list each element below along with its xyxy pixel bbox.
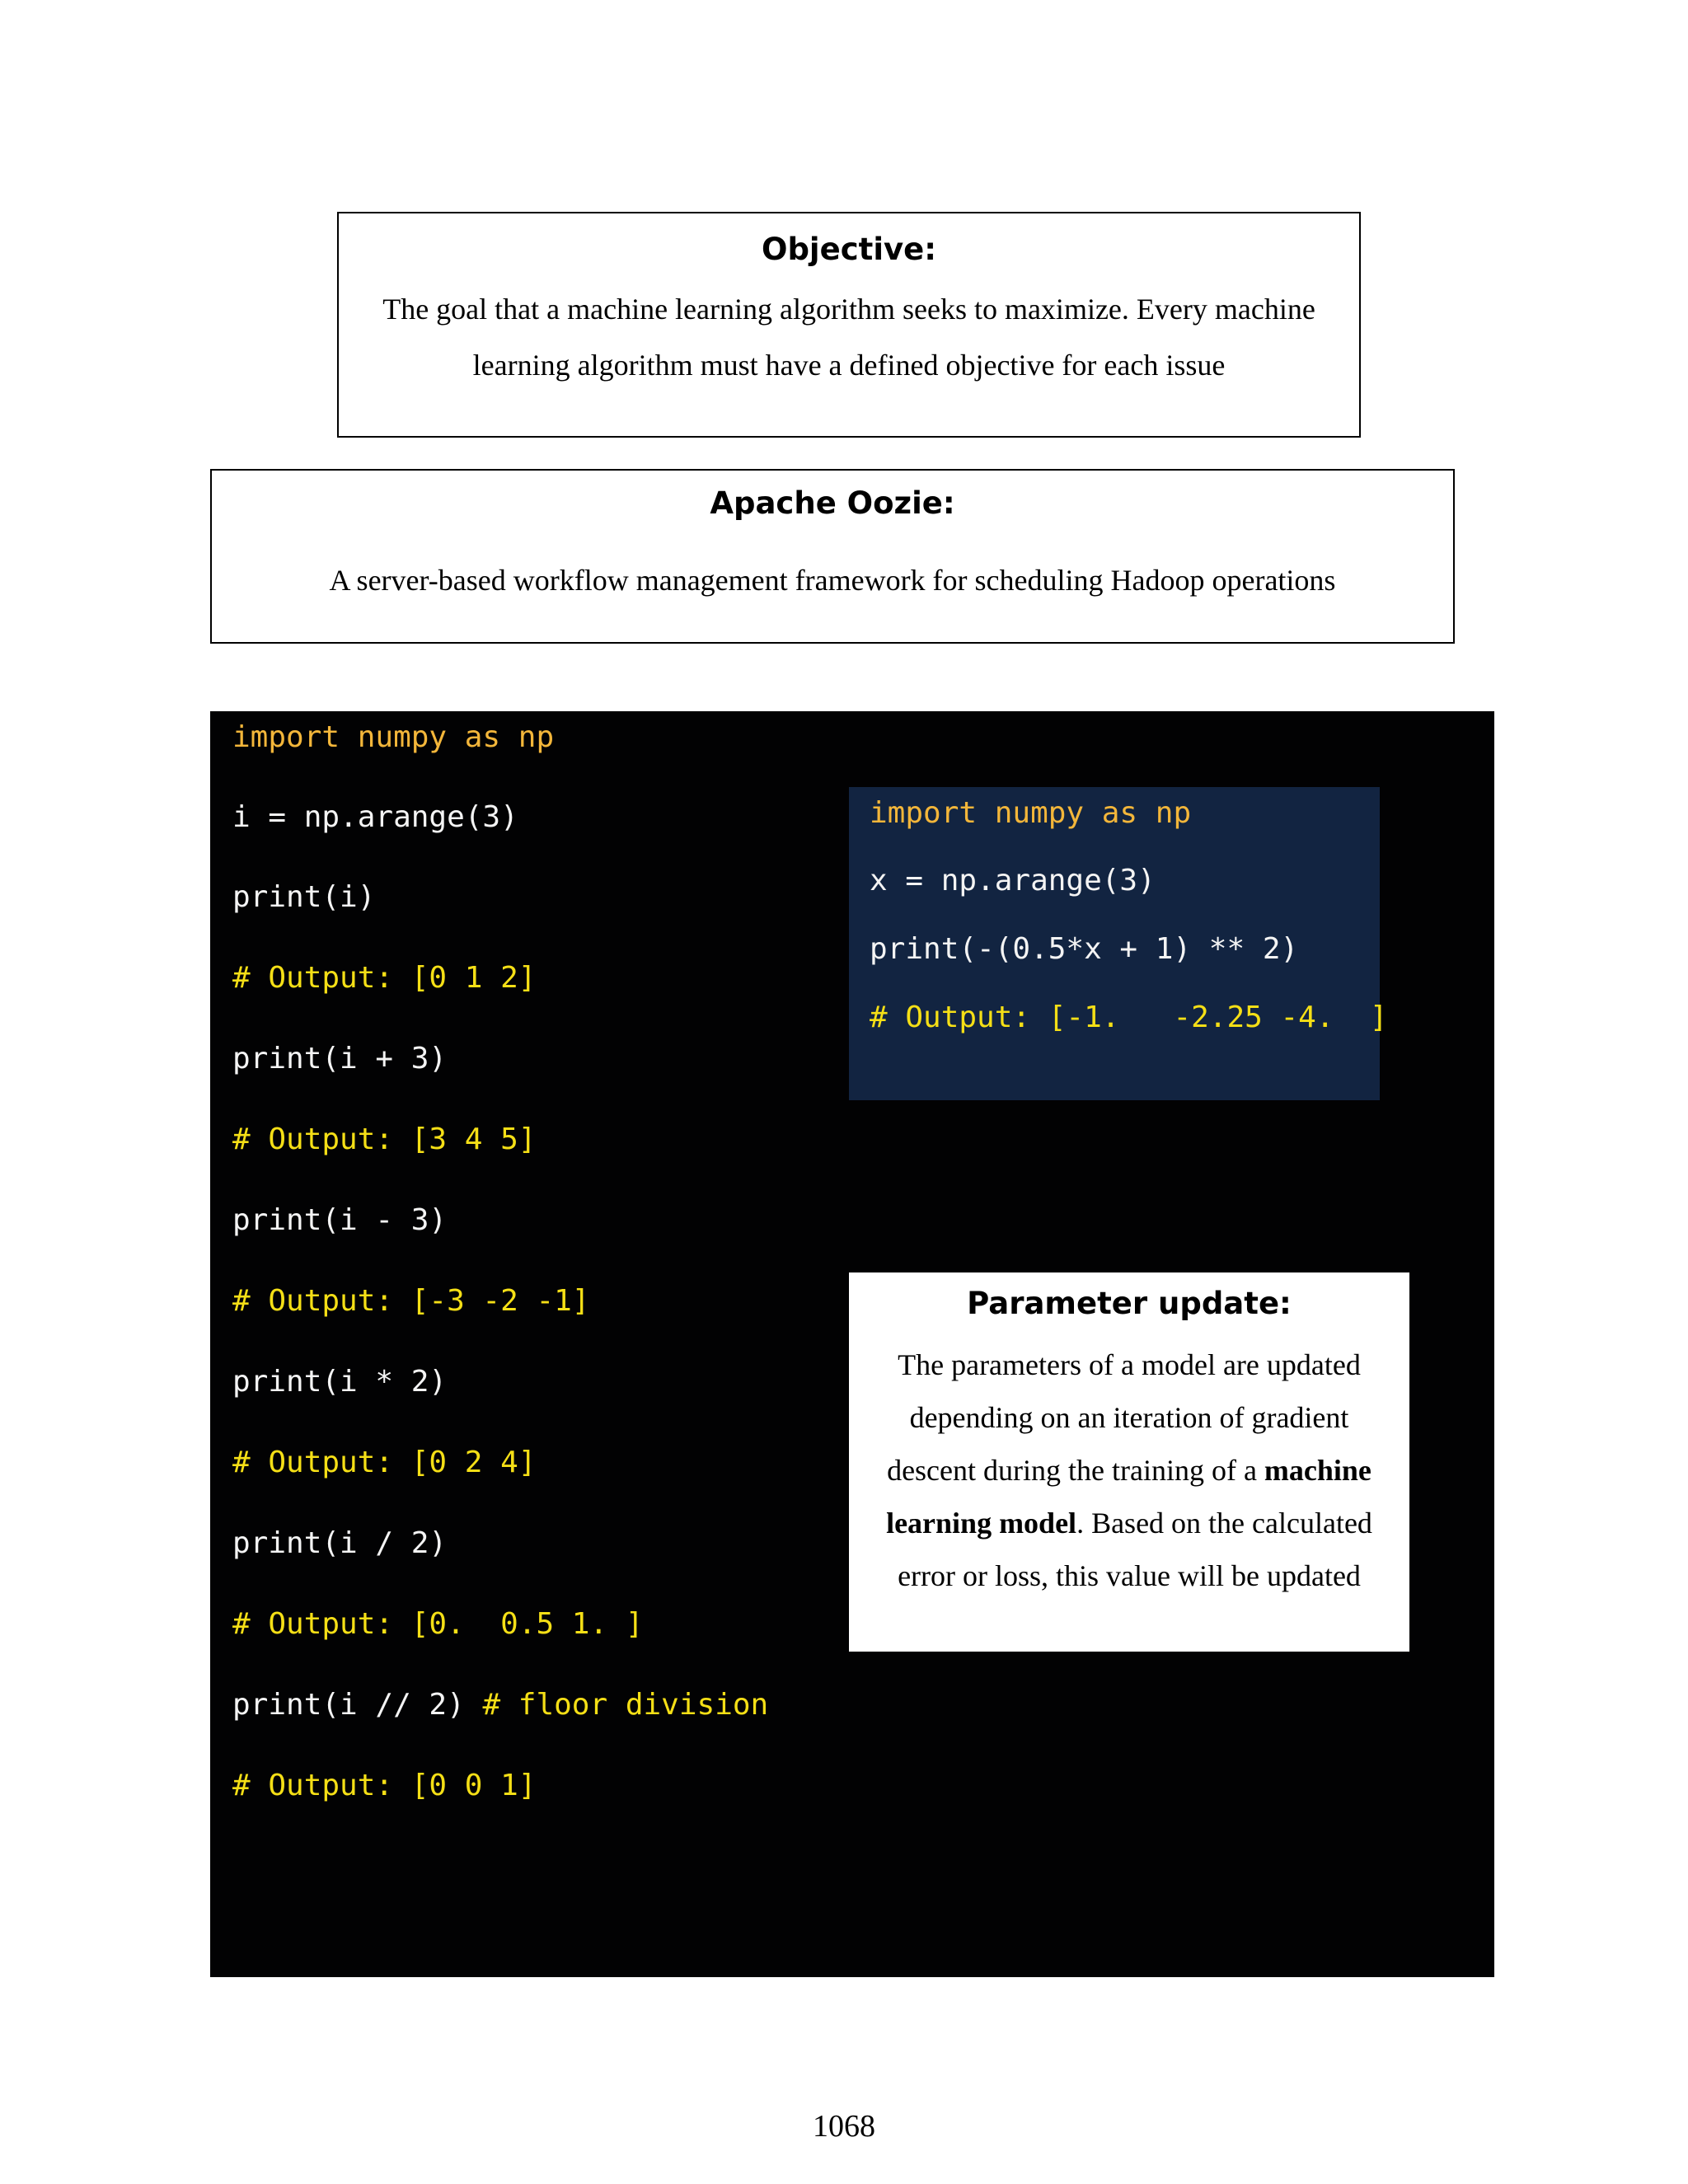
code-line: print(i * 2) (232, 1365, 448, 1399)
code-line: print(i + 3) (232, 1042, 448, 1076)
code-line: # Output: [3 4 5] (232, 1122, 537, 1156)
objective-definition-box (337, 212, 1361, 438)
parameter-update-definition-box (849, 1272, 1409, 1652)
objective-title: Objective: (761, 232, 937, 267)
code-line: # Output: [-3 -2 -1] (232, 1284, 590, 1318)
code-line: print(i - 3) (232, 1203, 448, 1237)
code-line: i = np.arange(3) (232, 800, 518, 834)
parameter-update-text: The parameters of a model are updated depending on an iteration of gradient descent during the training of a (887, 1348, 1361, 1488)
code-line: # Output: [0 2 4] (232, 1446, 537, 1479)
code-line: import numpy as np (232, 720, 555, 754)
apache-oozie-body: A server-based workflow management framework for scheduling Hadoop operations (329, 564, 1336, 598)
apache-oozie-title: Apache Oozie: (710, 485, 955, 521)
code-line: # Output: [0 1 2] (232, 961, 537, 995)
code-line: # Output: [-1. -2.25 -4. ] (870, 1001, 1388, 1034)
page-number: 1068 (813, 2109, 875, 2144)
code-line: import numpy as np (870, 796, 1192, 830)
code-line: # Output: [0 0 1] (232, 1769, 537, 1802)
parameter-update-bold-text: machine learning model (886, 1454, 1372, 1540)
inner-code-snippet (849, 787, 1388, 1100)
apache-oozie-definition-box (210, 469, 1455, 644)
code-line: x = np.arange(3) (870, 864, 1156, 898)
parameter-update-body (879, 1338, 1380, 1602)
parameter-update-text-end: . Based on the calculated error or loss, this value will be updated (898, 1507, 1372, 1593)
objective-body: The goal that a machine learning algorithm seeks to maximize. Every machine learning algorithm must have a defined objective for each issue (382, 293, 1315, 382)
code-line: print(-(0.5*x + 1) ** 2) (870, 932, 1299, 966)
code-line: print(i / 2) (232, 1526, 448, 1560)
code-comment: # floor division (464, 1688, 769, 1722)
code-statement: print(i // 2) (232, 1688, 465, 1722)
code-line: # Output: [0. 0.5 1. ] (232, 1607, 644, 1641)
code-line: print(i) (232, 880, 376, 914)
numpy-code-panel (210, 711, 1494, 1977)
code-line (232, 1687, 768, 1723)
parameter-update-title: Parameter update: (967, 1286, 1292, 1321)
